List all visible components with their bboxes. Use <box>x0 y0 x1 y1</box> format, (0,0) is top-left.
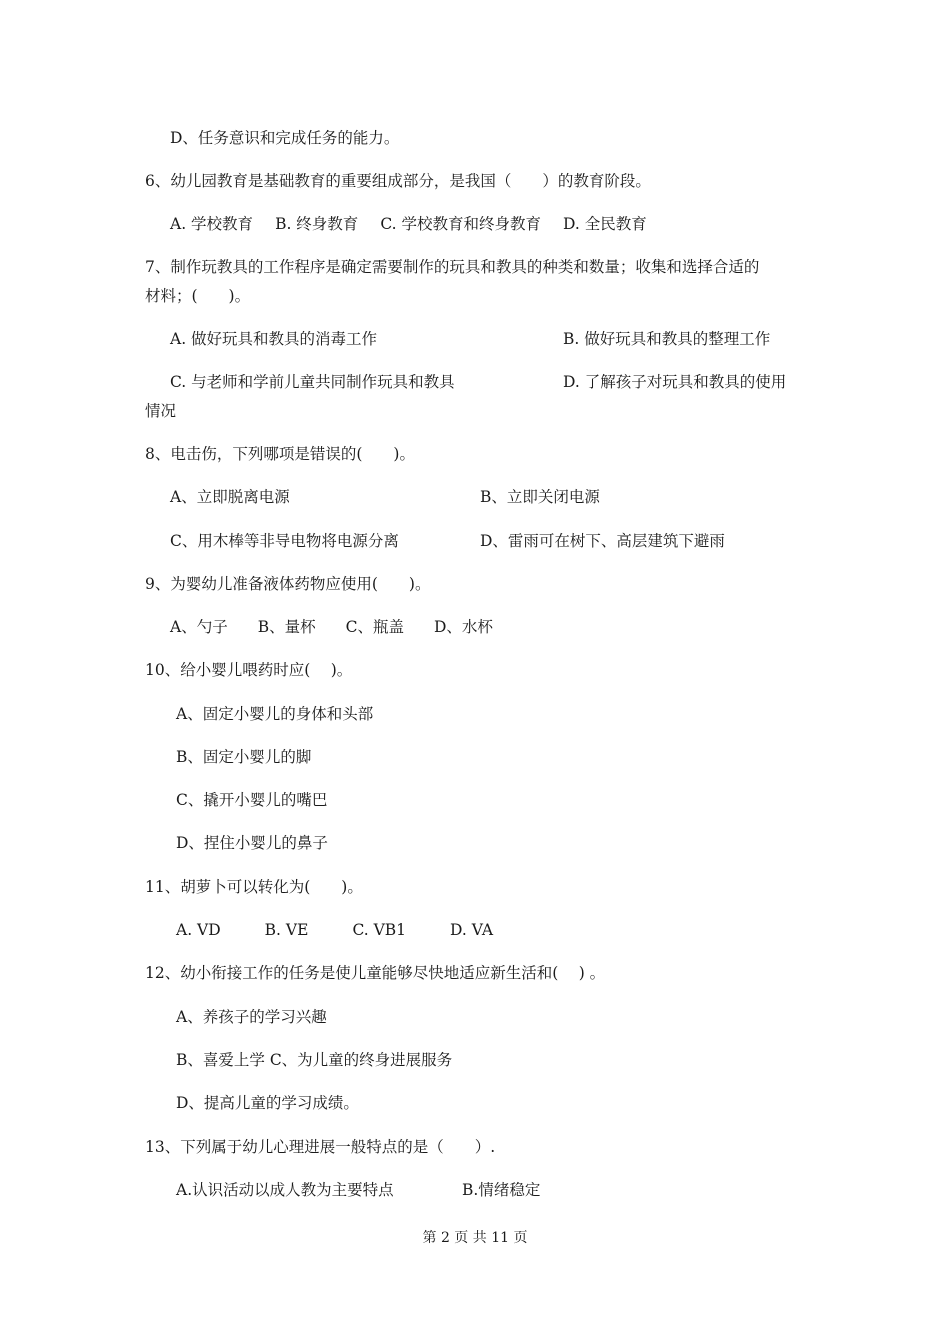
q12-option-a: A、养孩子的学习兴趣 <box>176 1008 327 1026</box>
q7-option-d-cont: 情况 <box>145 402 177 420</box>
q6-option-d: D. 全民教育 <box>562 215 647 233</box>
q9-option-d: D、水杯 <box>433 618 493 636</box>
q10-option-c: C、撬开小婴儿的嘴巴 <box>176 791 328 809</box>
q7-option-a: A. 做好玩具和教具的消毒工作 <box>170 330 378 348</box>
question-10: 10、给小婴儿喂药时应( )。 <box>145 661 353 679</box>
question-11: 11、胡萝卜可以转化为( )。 <box>145 878 363 896</box>
q6-option-a: A. 学校教育 <box>170 215 254 233</box>
q11-option-c: C. VB1 <box>352 921 407 939</box>
q6-option-b: B. 终身教育 <box>275 215 359 233</box>
q12-option-d: D、提高儿童的学习成绩。 <box>176 1094 359 1112</box>
question-9: 9、为婴幼儿准备液体药物应使用( )。 <box>145 575 431 593</box>
question-13: 13、下列属于幼儿心理进展一般特点的是（ ）. <box>145 1138 496 1156</box>
q10-option-b: B、固定小婴儿的脚 <box>176 748 312 766</box>
q12-option-bc: B、喜爱上学 C、为儿童的终身进展服务 <box>176 1051 453 1069</box>
q11-option-a: A. VD <box>176 921 221 939</box>
q7-option-c: C. 与老师和学前儿童共同制作玩具和教具 <box>170 373 455 391</box>
q10-option-a: A、固定小婴儿的身体和头部 <box>176 705 374 723</box>
q8-option-d: D、雷雨可在树下、高层建筑下避雨 <box>480 532 725 550</box>
q11-option-b: B. VE <box>264 921 309 939</box>
q6-options <box>170 214 647 234</box>
q9-options <box>170 617 493 637</box>
q7-option-d: D. 了解孩子对玩具和教具的使用 <box>563 373 787 391</box>
question-6: 6、幼儿园教育是基础教育的重要组成部分，是我国（ ）的教育阶段。 <box>145 172 651 190</box>
q8-option-a: A、立即脱离电源 <box>170 488 290 506</box>
q8-option-b: B、立即关闭电源 <box>480 488 600 506</box>
q11-options <box>176 920 493 940</box>
q6-option-c: C. 学校教育和终身教育 <box>380 215 541 233</box>
q13-option-a: A.认识活动以成人教为主要特点 <box>176 1181 394 1199</box>
page-footer: 第 2 页 共 11 页 <box>422 1230 528 1246</box>
q9-option-a: A、勺子 <box>170 618 228 636</box>
q9-option-b: B、量杯 <box>257 618 316 636</box>
question-7-line-1: 7、制作玩教具的工作程序是确定需要制作的玩具和教具的种类和数量；收集和选择合适的 <box>145 258 760 276</box>
question-12: 12、幼小衔接工作的任务是使儿童能够尽快地适应新生活和( ) 。 <box>145 964 606 982</box>
question-8: 8、电击伤，下列哪项是错误的( )。 <box>145 445 415 463</box>
q10-option-d: D、捏住小婴儿的鼻子 <box>176 834 328 852</box>
q13-option-b: B.情绪稳定 <box>462 1181 541 1199</box>
q5-option-d: D、任务意识和完成任务的能力。 <box>170 129 400 147</box>
q8-option-c: C、用木棒等非导电物将电源分离 <box>170 532 399 550</box>
q9-option-c: C、瓶盖 <box>345 618 404 636</box>
question-7-line-2: 材料；( )。 <box>145 287 251 305</box>
q7-option-b: B. 做好玩具和教具的整理工作 <box>563 330 771 348</box>
q11-option-d: D. VA <box>450 921 494 939</box>
